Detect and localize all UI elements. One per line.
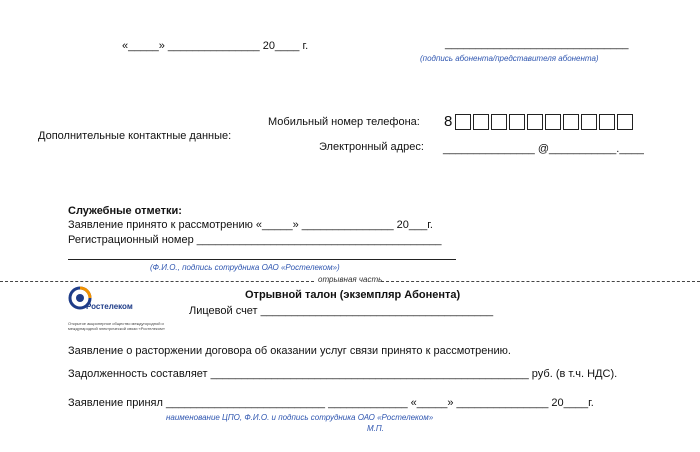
service-sign-rule — [68, 259, 456, 260]
coupon-accepted-by: Заявление принял __________________________ _____________ «_____» _______________ 20____г. — [68, 397, 594, 409]
mobile-digit-box[interactable] — [617, 114, 633, 130]
service-sign-caption: (Ф.И.О., подпись сотрудника ОАО «Ростелеком») — [150, 263, 340, 272]
cut-label: отрывная часть — [318, 275, 383, 284]
mobile-digit-box[interactable] — [545, 114, 561, 130]
mobile-prefix: 8 — [444, 113, 453, 130]
email-label: Электронный адрес: — [319, 141, 424, 153]
coupon-title: Отрывной талон (экземпляр Абонента) — [245, 289, 461, 301]
email-line: _______________ @___________.____ — [443, 143, 644, 155]
cut-line-right — [381, 281, 700, 282]
signature-caption: (подпись абонента/представителя абонента) — [420, 54, 599, 63]
mobile-digit-box[interactable] — [599, 114, 615, 130]
mobile-digit-box[interactable] — [563, 114, 579, 130]
coupon-stamp: М.П. — [367, 424, 384, 433]
coupon-caption: наименование ЦПО, Ф.И.О. и подпись сотрудника ОАО «Ростелеком» — [166, 413, 434, 422]
mobile-digit-box[interactable] — [527, 114, 543, 130]
rostelecom-logo — [68, 286, 148, 310]
signature-line: ______________________________ — [445, 38, 629, 50]
date-line: «_____» _______________ 20____ г. — [122, 40, 309, 52]
logo-name: Ростелеком — [86, 302, 133, 311]
coupon-statement: Заявление о расторжении договора об оказании услуг связи принято к рассмотрению. — [68, 345, 511, 357]
mobile-digit-box[interactable] — [581, 114, 597, 130]
mobile-digit-box[interactable] — [455, 114, 471, 130]
service-reg-number: Регистрационный номер ________________________________________ — [68, 234, 442, 246]
mobile-digit-box[interactable] — [491, 114, 507, 130]
cut-line-left — [0, 281, 314, 282]
mobile-number-boxes[interactable] — [444, 114, 633, 130]
service-accepted: Заявление принято к рассмотрению «_____» _______________ 20___г. — [68, 219, 433, 231]
coupon-account: Лицевой счет ______________________________________ — [189, 305, 494, 317]
extra-contacts-label: Дополнительные контактные данные: — [38, 130, 232, 142]
logo-small-text: Открытое акционерное общество междугородной и международной электрической связи «Ростелеком» — [68, 321, 165, 331]
mobile-digit-box[interactable] — [473, 114, 489, 130]
service-title: Служебные отметки: — [68, 205, 182, 217]
mobile-digit-box[interactable] — [509, 114, 525, 130]
coupon-debt: Задолженность составляет ____________________________________________________ руб. (в т.ч. НДС). — [68, 368, 618, 380]
mobile-label: Мобильный номер телефона: — [268, 116, 420, 128]
